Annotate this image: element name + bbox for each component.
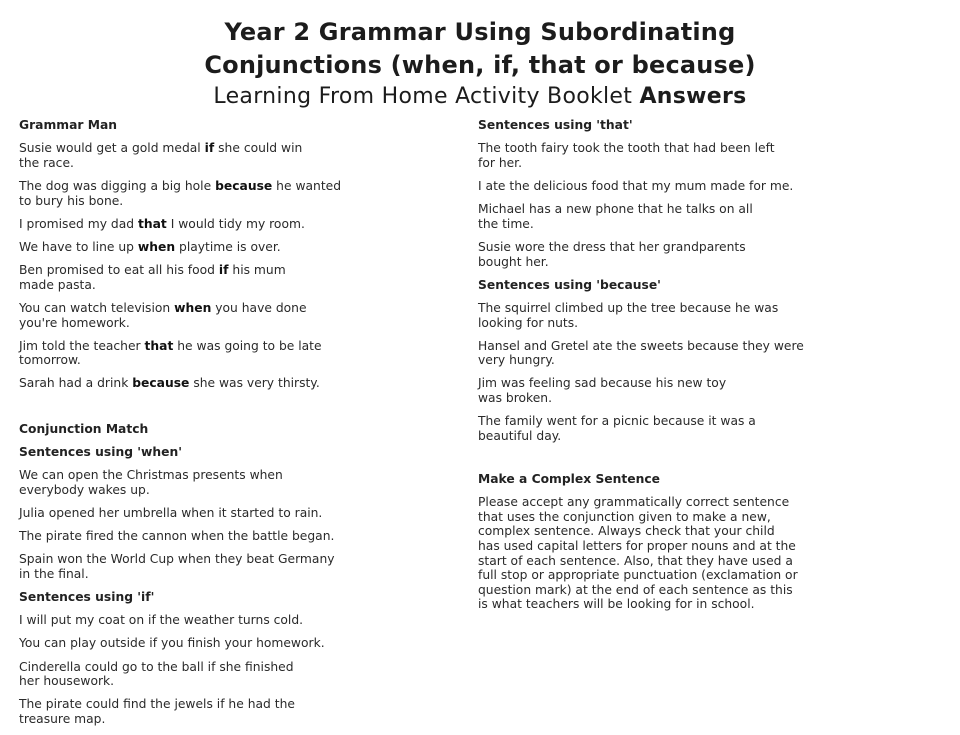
grammar-man-heading: Grammar Man <box>19 118 118 132</box>
if-sentence: The pirate could find the jewels if he had the treasure map. <box>19 697 295 726</box>
if-sentence: I will put my coat on if the weather turns cold. <box>19 613 304 628</box>
conjunction-match-heading: Conjunction Match <box>19 421 149 436</box>
grammar-man-sentence: I promised my dad that I would tidy my room. <box>19 216 305 231</box>
because-sentences-heading: Sentences using 'because' <box>478 277 661 292</box>
that-sentences-heading: Sentences using 'that' <box>478 118 633 132</box>
conjunction: when <box>174 300 212 315</box>
when-sentences-heading: Sentences using 'when' <box>19 444 183 459</box>
conjunction: that <box>137 216 167 231</box>
when-sentence: The pirate fired the cannon when the battle began. <box>19 529 335 543</box>
title-line-2: Conjunctions (when, if, that or because) <box>204 51 756 79</box>
subtitle-answers: Answers <box>639 84 747 109</box>
right-column <box>478 118 923 621</box>
grammar-man-sentence: Susie would get a gold medal if she could win the race. <box>19 141 303 170</box>
page-header <box>0 16 960 112</box>
conjunction: if <box>204 141 215 156</box>
conjunction: that <box>144 338 174 353</box>
grammar-man-sentence: You can watch television when you have done you're homework. <box>19 300 307 330</box>
if-sentence: Cinderella could go to the ball if she finished her housework. <box>19 659 294 689</box>
that-sentence: Susie wore the dress that her grandparents bought her. <box>478 239 746 269</box>
that-sentence: The tooth fairy took the tooth that had been left for her. <box>478 141 775 170</box>
grammar-man-sentence: Ben promised to eat all his food if his mum made pasta. <box>19 263 286 292</box>
conjunction: when <box>137 239 176 254</box>
when-sentence: Julia opened her umbrella when it started to rain. <box>19 505 323 520</box>
subtitle <box>0 82 960 112</box>
subtitle-text: Learning From Home Activity Booklet <box>213 84 633 109</box>
when-sentence: Spain won the World Cup when they beat Germany in the final. <box>19 552 335 581</box>
because-sentence: Jim was feeling sad because his new toy was broken. <box>478 376 727 406</box>
complex-sentence-heading: Make a Complex Sentence <box>478 472 660 487</box>
complex-sentence-paragraph: Please accept any grammatically correct sentence that uses the conjunction given to make a new, complex sentence. Always check that your child has used capital letters for proper nouns and at the start of each sentence. Also, that they have used a full stop or appropriate punctuation (exclamation or question mark) at the end of each sentence as this is what teachers will be looking for in school. <box>478 495 798 612</box>
that-sentence: Michael has a new phone that he talks on all the time. <box>478 202 753 231</box>
title-line-1: Year 2 Grammar Using Subordinating <box>224 18 736 46</box>
because-sentence: Hansel and Gretel ate the sweets because they were very hungry. <box>478 338 804 368</box>
when-sentence: We can open the Christmas presents when everybody wakes up. <box>19 468 283 497</box>
conjunction: because <box>132 376 190 391</box>
grammar-man-sentence: We have to line up when playtime is over. <box>19 239 281 254</box>
conjunction: if <box>218 263 229 278</box>
grammar-man-sentence: Sarah had a drink because she was very thirsty. <box>19 376 320 391</box>
section-spacer <box>19 400 459 422</box>
conjunction: because <box>215 178 273 193</box>
if-sentence: You can play outside if you finish your homework. <box>19 636 325 651</box>
left-column <box>19 118 459 735</box>
because-sentence: The squirrel climbed up the tree because he was looking for nuts. <box>478 300 779 330</box>
grammar-man-sentence: Jim told the teacher that he was going to be late tomorrow. <box>19 338 322 368</box>
because-sentence: The family went for a picnic because it was a beautiful day. <box>478 414 756 443</box>
grammar-man-sentence: The dog was digging a big hole because he wanted to bury his bone. <box>19 178 342 208</box>
if-sentences-heading: Sentences using 'if' <box>19 589 155 604</box>
that-sentence: I ate the delicious food that my mum made for me. <box>478 178 794 193</box>
section-spacer <box>478 452 923 472</box>
